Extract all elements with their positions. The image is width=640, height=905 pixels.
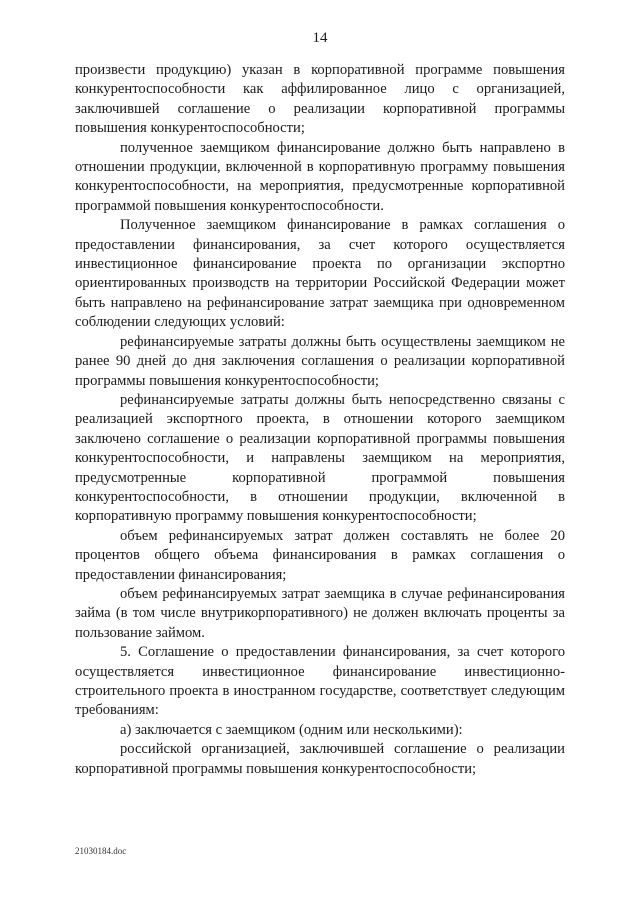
page-number: 14 bbox=[312, 30, 328, 46]
paragraph: рефинансируемые затраты должны быть осуществлены заемщиком не ранее 90 дней до дня заключения соглашения о реализации корпоративной программы повышения конкурентоспособности; bbox=[75, 333, 565, 389]
paragraph: Полученное заемщиком финансирование в рамках соглашения о предоставлении финансирования, за счет которого осуществляется инвестиционное финансирование проекта по организации экспортно ориентированных производств на территории Российской Федерации может быть направлено на рефинансирование затрат заемщика при одновременном соблюдении следующих условий: bbox=[75, 217, 565, 331]
paragraph: российской организацией, заключившей соглашение о реализации корпоративной программы повышения конкурентоспособности; bbox=[75, 741, 565, 777]
paragraph: произвести продукцию) указан в корпоративной программе повышения конкурентоспособности как аффилированное лицо с организацией, заключившей соглашение о реализации корпоративной программы повышения конкурентоспособности; bbox=[75, 62, 565, 137]
paragraph: объем рефинансируемых затрат заемщика в случае рефинансирования займа (в том числе внутрикорпоративного) не должен включать проценты за пользование займом. bbox=[75, 585, 565, 641]
paragraph: полученное заемщиком финансирование должно быть направлено в отношении продукции, включенной в корпоративную программу повышения конкурентоспособности, на мероприятия, предусмотренные корпоративной программой повышения конкурентоспособности. bbox=[75, 139, 565, 214]
paragraph: объем рефинансируемых затрат должен составлять не более 20 процентов общего объема финансирования в рамках соглашения о предоставлении финансирования; bbox=[75, 527, 565, 583]
paragraph: а) заключается с заемщиком (одним или несколькими): bbox=[120, 721, 463, 738]
document-body bbox=[75, 61, 565, 779]
footer-filename: 21030184.doc bbox=[75, 846, 127, 856]
paragraph: рефинансируемые затраты должны быть непосредственно связаны с реализацией экспортного проекта, в отношении которого заемщиком заключено соглашение о реализации корпоративной программы повышения конкурентоспособности, и направлены заемщиком на мероприятия, предусмотренные корпоративной программой повышения конкурентоспособности, в отношении продукции, включенной в корпоративную программу повышения конкурентоспособности; bbox=[75, 391, 565, 525]
paragraph: 5. Соглашение о предоставлении финансирования, за счет которого осуществляется инвестиционное финансирование инвестиционно-строительного проекта в иностранном государстве, соответствует следующим требованиям: bbox=[75, 644, 565, 719]
